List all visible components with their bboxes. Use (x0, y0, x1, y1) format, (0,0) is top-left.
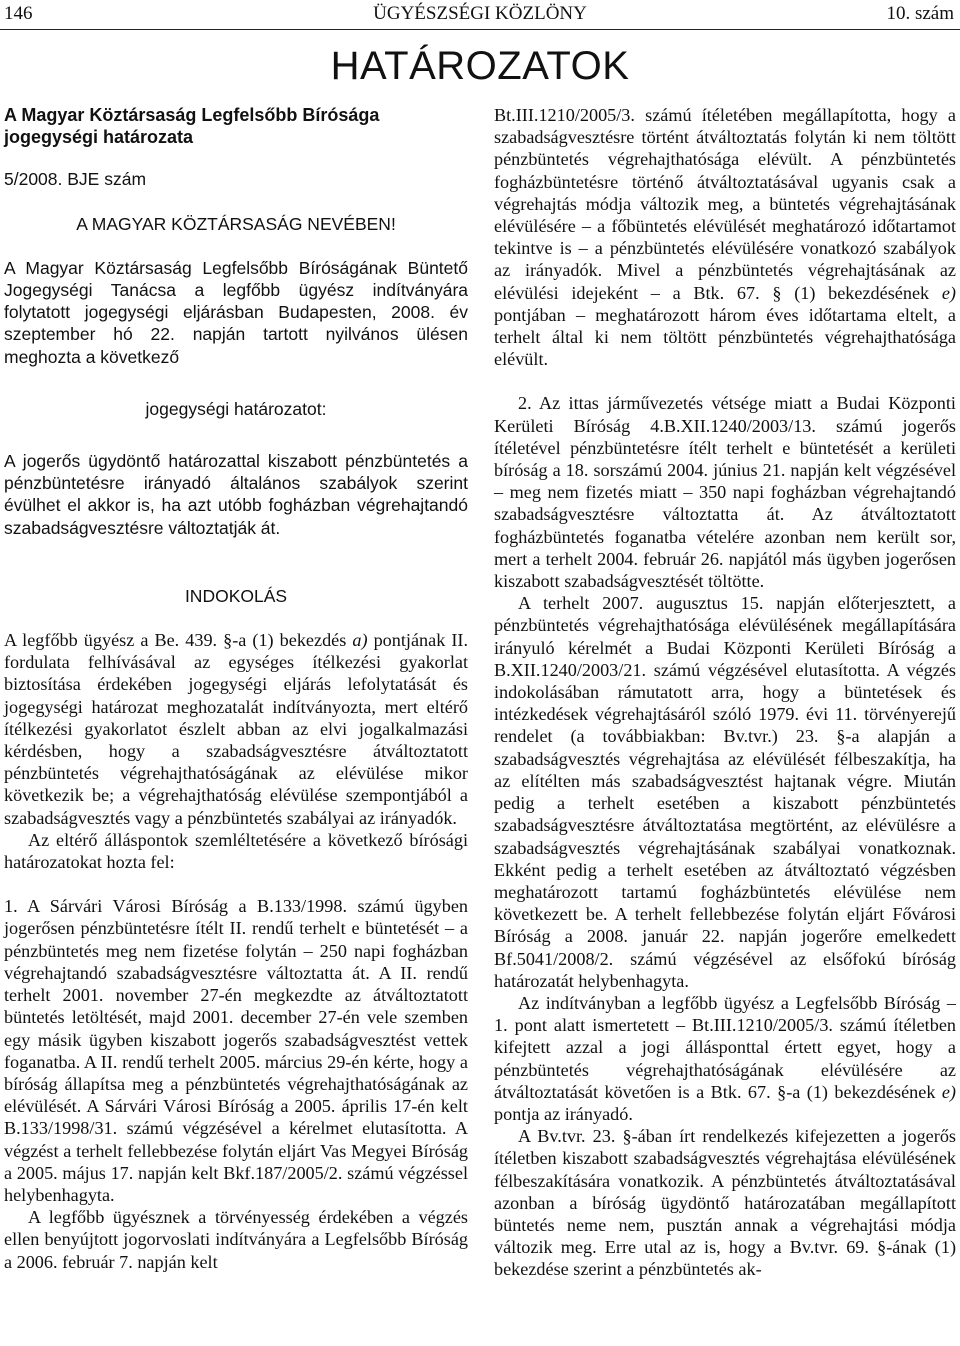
decision-heading: jogegységi határozatot: (145, 398, 327, 419)
case-2-paragraph: 2. Az ittas járművezetés vétsége miatt a Budai Központi Kerületi Bíróság 4.B.XII.1240/2003/13. számú jogerős ítéletével pénzbüntetésre ítélt terhelt e büntetését a kerületi bíróság a 18. sorszámú 2004. június 21. napján kelt végzésével – meg nem fizetés miatt – 350 napi fogházban végrehajtandó szabadságvesztésre változtatta át. Az átváltoztatott fogházbüntetés foganatba vételére azonban nem került sor, mert a terhelt 2004. február 26. napjától más ügyben jogerősen kiszabott szabadságvesztését töltötte. (494, 393, 956, 592)
right-column (494, 104, 956, 1281)
issue-number: 10. szám (886, 3, 954, 24)
reasons-paragraph-1: A legfőbb ügyész a Be. 439. §-a (1) bekezdés a) pontjának II. fordulata felhívásával az egységes ítélkezési gyakorlat biztosítása érdekében jogegységi eljárás lefolytatását és jogegységi határozat meghozatalát indítványozta, mert eltérő ítélkezési gyakorlatot észlelt abban az elvi jogalkalmazási kérdésben, hogy a szabadságvesztésre átváltoztatott pénzbüntetés végrehajthatóságának az elévülése mikor következik be; a végrehajthatóság elévülése szempontjából a szabadságvesztés vagy a pénzbüntetés szabályai az irányadók. (4, 630, 468, 828)
case-1-judgment-paragraph: Bt.III.1210/2005/3. számú ítéletében megállapította, hogy a szabadságvesztésre történt átváltoztatás folytán ki nem töltött pénzbüntetés végrehajthatósága elévült. A pénzbüntetés fogházbüntetésre történő átváltoztatásával ugyanis csak a végrehajtás módja változik meg, a büntetés végrehajtásának elévülésére – a főbüntetés elévülését meghatározó időtartamot tekintve is – a pénzbüntetés elévülésére vonatkozó szabályok az irányadók. Mivel a pénzbüntetés végrehajtásának az elévülési idejeként – a Btk. 67. § (1) bekezdésének e) pontjában – meghatározott három éves időtartama eltelt, a terhelt által ki nem töltött pénzbüntetés végrehajthatósága elévült. (494, 105, 956, 370)
in-the-name-heading: A MAGYAR KÖZTÁRSASÁG NEVÉBEN! (76, 213, 396, 234)
reasons-heading: INDOKOLÁS (184, 585, 288, 606)
court-name: A Magyar Köztársaság Legfelsőbb Bírósága (4, 105, 380, 125)
page-number: 146 (4, 3, 33, 24)
case-number: 5/2008. BJE szám (4, 169, 147, 190)
case-2-request-paragraph: A terhelt 2007. augusztus 15. napján előterjesztett, a pénzbüntetés végrehajthatósága elévülésének megállapítására irányuló kérelmét a Budai Központi Kerületi Bíróság a B.XII.1240/2003/21. számú végzésével elutasította. A végzés indokolásában rámutatott arra, hogy a büntetések és intézkedések végrehajtásáról szóló 1979. évi 11. törvényerejű rendelet (a továbbiakban: Bv.tvr.) 23. §-a alapján a szabadságvesztés végrehajtása az elévülését félbeszakítja, ha az elítélten más szabadságvesztést hajtanak végre. Miután pedig a terhelt esetében a kiszabott pénzbüntetés szabadságvesztésre átváltoztatása megtörtént, az elévülésre a szabadságvesztés végrehajtásának szabályai vonatkoznak. Ekként pedig a terhelt esetében az átváltoztató végzésben meghatározott tartamú fogházbüntetés elévülése nem következett be. A terhelt fellebbezése folytán eljárt Fővárosi Bíróság a 2008. január 22. napján jogerőre emelkedett Bf.5041/2008/2. számú végzésével az elsőfokú bíróság határozatát helybenhagyta. (494, 593, 956, 991)
header-rule (0, 29, 960, 30)
bvtvr-paragraph: A Bv.tvr. 23. §-ában írt rendelkezés kifejezetten a jogerős ítéletben kiszabott szabadságvesztés végrehajtása elévülésének félbeszakítására vonatkozik. A pénzbüntetés átváltoztatásával azonban a bíróság ügydöntő határozatában megállapított büntetés neme nem, pusztán annak a végrehajtási módja változik meg. Erre utal az is, hogy a Bv.tvr. 69. §-ának (1) bekezdése szerint a pénzbüntetés ak- (494, 1126, 956, 1280)
decision-text: A jogerős ügydöntő határozattal kiszabott pénzbüntetés a pénzbüntetésre irányadó általános szabályok szerint évülhet el akkor is, ha azt utóbb fogházban végrehajtandó szabadságvesztésre változtatják át. (4, 451, 468, 538)
decision-type: jogegységi határozata (4, 127, 194, 148)
running-header (0, 0, 960, 30)
left-column (4, 104, 468, 1273)
page-title: HATÁROZATOK (330, 44, 630, 88)
case-1-paragraph: 1. A Sárvári Városi Bíróság a B.133/1998. számú ügyben jogerősen pénzbüntetésre ítélt II. rendű terhelt e büntetését – a pénzbüntetés meg nem fizetése folytán – 250 napi fogházban végrehajtandó szabadságvesztésre változtatta át. A II. rendű terhelt 2001. november 27-én megkezdte az átváltoztatott büntetés letöltését, majd 2001. december 27-én vele szemben egy másik ügyben kiszabott jogerős szabadságvesztést vettek foganatba. A II. rendű terhelt 2005. március 29-én kérte, hogy a bíróság állapítsa meg a pénzbüntetés végrehajthatóságának az elévülését. A Sárvári Városi Bíróság a 2005. április 17-én kelt B.133/1998/31. számú végzésével a kérelmet elutasította. A végzést a terhelt fellebbezése folytán eljárt Vas Megyei Bíróság a 2005. május 17. napján kelt Bkf.187/2005/2. számú végzéssel helybenhagyta. (4, 896, 468, 1205)
journal-name: ÜGYÉSZSÉGI KÖZLÖNY (373, 3, 587, 24)
reasons-paragraph-2: Az eltérő álláspontok szemléltetésére a következő bírósági határozatokat hozta fel: (4, 829, 468, 873)
prosecutor-position-paragraph: Az indítványban a legfőbb ügyész a Legfelsőbb Bíróság – 1. pont alatt ismertetett – Bt.III.1210/2005/3. számú ítéletben kifejtett azzal a jogi állásponttal értett egyet, hogy a pénzbüntetés végrehajthatóságának elévülésére az átváltoztatását követően is a Btk. 67. §-a (1) bekezdésének e) pontja az irányadó. (494, 992, 956, 1124)
intro-paragraph: A Magyar Köztársaság Legfelsőbb Bíróságának Büntető Jogegységi Tanácsa a legfőbb ügyész indítványára folytatott jogegységi eljárásban Budapesten, 2008. év szeptember hó 22. napján tartott nyilvános ülésen meghozta a következő (4, 257, 468, 367)
case-1-appeal-paragraph: A legfőbb ügyésznek a törvényesség érdekében a végzés ellen benyújtott jogorvoslati indítványára a Legfelsőbb Bíróság a 2006. február 7. napján kelt (4, 1207, 468, 1272)
